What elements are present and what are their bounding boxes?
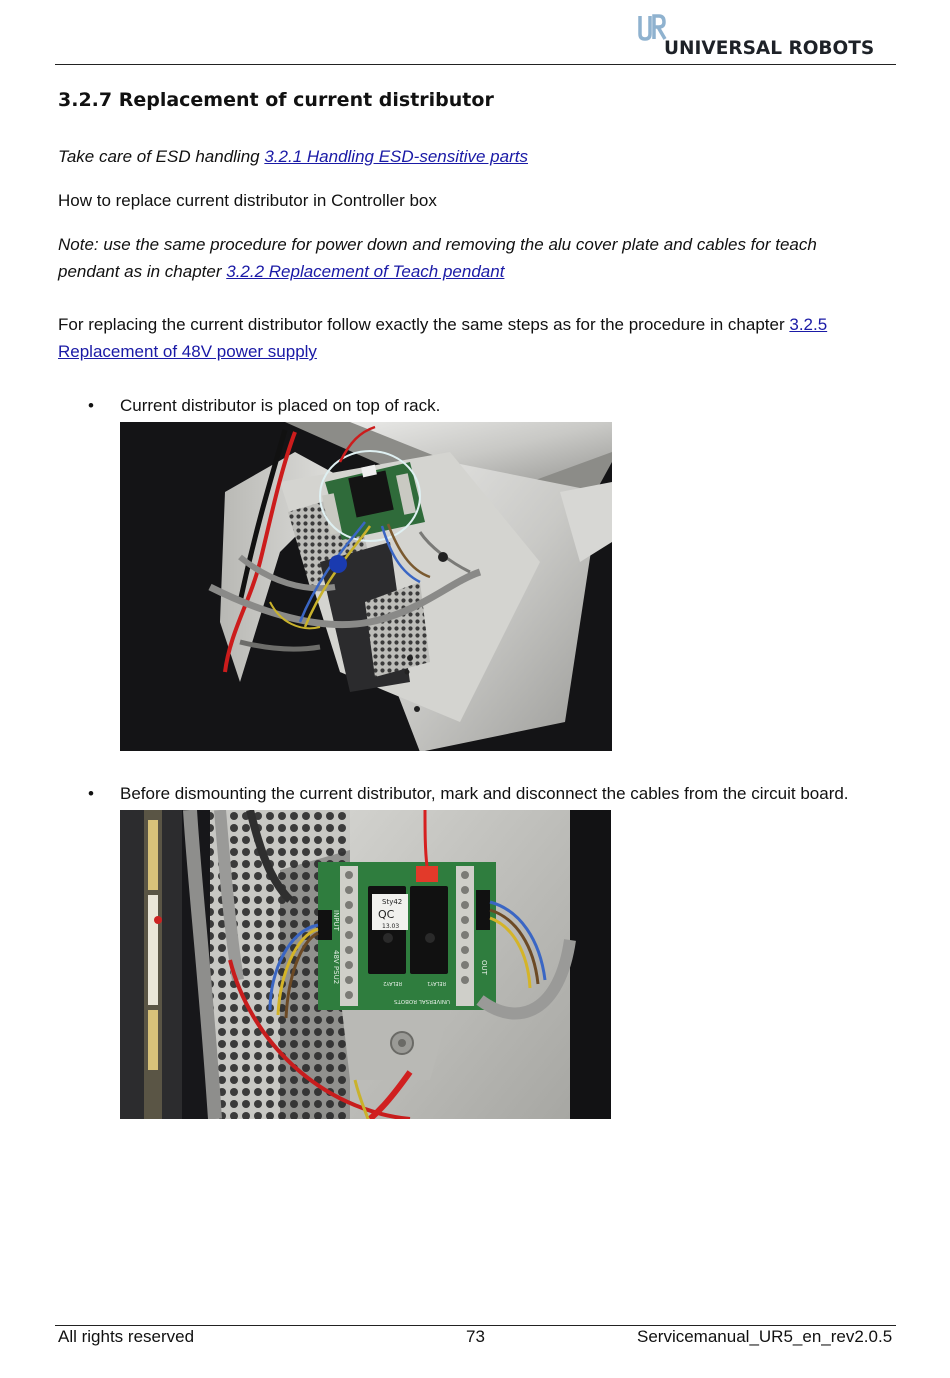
- esd-note-prefix: Take care of ESD handling: [58, 147, 265, 166]
- label-maker: UNIVERSAL ROBOTS: [394, 998, 450, 1004]
- universal-robots-logo: [636, 14, 888, 60]
- sticker-line-3: 13.03: [382, 923, 400, 930]
- label-relay2: RELAY2: [383, 980, 402, 986]
- teach-pendant-link[interactable]: 3.2.2 Replacement of Teach pendant: [226, 262, 505, 281]
- logo-wordmark: UNIVERSAL ROBOTS: [664, 38, 875, 59]
- sticker-line-1: Sty42: [382, 898, 403, 906]
- footer-copyright: All rights reserved: [58, 1327, 195, 1346]
- step-1-text: Current distributor is placed on top of rack.: [120, 396, 441, 415]
- board-photo-illustration: [120, 810, 611, 1119]
- intro-text: How to replace current distributor in Controller box: [58, 191, 437, 210]
- section-title: 3.2.7 Replacement of current distributor: [58, 89, 494, 111]
- label-psu: 48V PSU2: [332, 950, 340, 985]
- replacing-prefix: For replacing the current distributor follow exactly the same steps as for the procedure in chapter: [58, 315, 790, 334]
- footer-document-id: Servicemanual_UR5_en_rev2.0.5: [637, 1327, 893, 1346]
- label-out: OUT: [480, 960, 488, 975]
- header-rule: [55, 64, 896, 65]
- ur-mark-icon: [640, 16, 665, 39]
- page-number: 73: [466, 1327, 485, 1346]
- replacing-text: [58, 311, 873, 365]
- bullet-marker: •: [88, 784, 94, 803]
- bullet-marker: •: [88, 396, 94, 415]
- procedure-note: [58, 231, 858, 285]
- rack-photo-illustration: [120, 422, 612, 751]
- photo-current-distributor-closeup: [120, 810, 611, 1119]
- power-supply-link[interactable]: 3.2.5 Replacement of 48V power supply: [58, 315, 828, 361]
- esd-note: [58, 143, 528, 170]
- procedure-note-prefix: Note: use the same procedure for power down and removing the alu cover plate and cables for teach pendant as in chapter: [58, 235, 817, 281]
- step-2-text: Before dismounting the current distributor, mark and disconnect the cables from the circuit board.: [120, 784, 849, 803]
- label-relay1: RELAY1: [427, 980, 446, 986]
- sticker-line-2: QC: [378, 908, 395, 921]
- esd-handling-link[interactable]: 3.2.1 Handling ESD-sensitive parts: [264, 147, 528, 166]
- photo-current-distributor-on-rack: [120, 422, 612, 751]
- label-input: INPUT: [332, 910, 340, 931]
